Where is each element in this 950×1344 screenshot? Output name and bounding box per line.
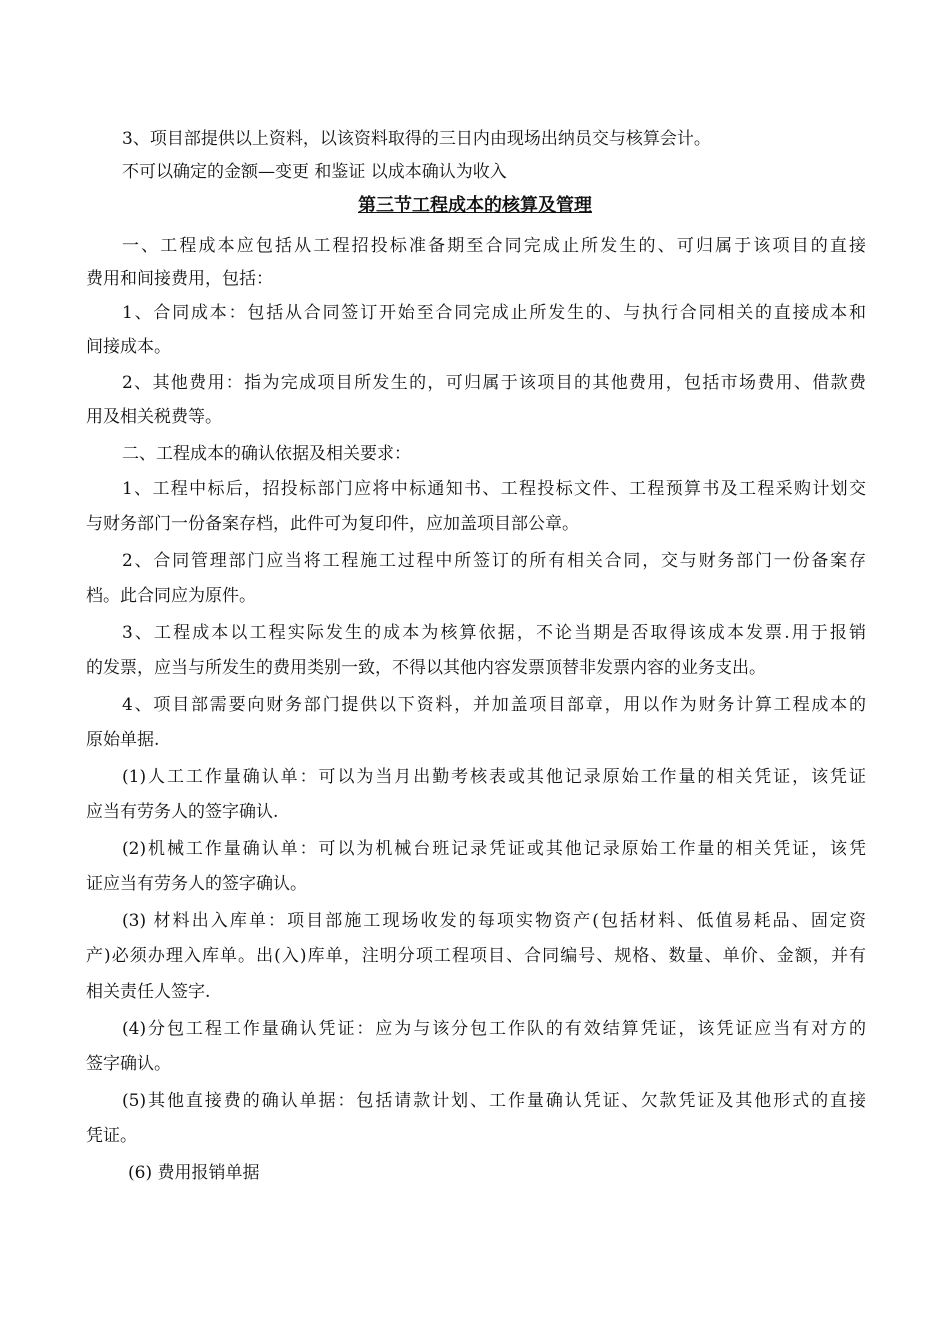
list-item-labor-line2: 应当有劳务人的签字确认. [86,802,279,822]
paragraph-basis-heading: 二、工程成本的确认依据及相关要求： [122,444,411,464]
paragraph-bid-docs-line1: 1、工程中标后，招投标部门应将中标通知书、工程投标文件、工程预算书及工程采购计划交 [122,479,866,499]
paragraph-revenue-note: 不可以确定的金额—变更 和鉴证 以成本确认为收入 [122,162,507,182]
list-item-direct-costs-line2: 凭证。 [86,1126,137,1146]
list-item-materials-line1: (3) 材料出入库单：项目部施工现场收发的每项实物资产(包括材料、低值易耗品、固定资 [122,911,866,931]
list-item-labor-line1: (1)人工工作量确认单：可以为当月出勤考核表或其他记录原始工作量的相关凭证，该凭证 [122,767,866,787]
paragraph-other-expenses-line1: 2、其他费用：指为完成项目所发生的，可归属于该项目的其他费用，包括市场费用、借款费 [122,373,866,393]
paragraph-project-materials-line1: 4、项目部需要向财务部门提供以下资料，并加盖项目部章，用以作为财务计算工程成本的 [122,695,866,715]
list-item-machinery-line1: (2)机械工作量确认单：可以为机械台班记录凭证或其他记录原始工作量的相关凭证，该凭 [122,839,866,859]
list-item-expense-reimbursement: (6) 费用报销单据 [128,1163,260,1183]
list-item-materials-line2: 产)必须办理入库单。出(入)库单，注明分项工程项目、合同编号、规格、数量、单价、金额，并有 [86,946,866,966]
list-item-machinery-line2: 证应当有劳务人的签字确认。 [86,874,307,894]
paragraph-bid-docs-line2: 与财务部门一份备案存档，此件可为复印件，应加盖项目部公章。 [86,514,579,534]
paragraph-contract-mgmt-line2: 档。此合同应为原件。 [86,586,256,606]
paragraph-cost-scope-line2: 费用和间接费用，包括： [86,269,273,289]
paragraph-item-3: 3、项目部提供以上资料，以该资料取得的三日内由现场出纳员交与核算会计。 [122,129,711,149]
paragraph-project-materials-line2: 原始单据. [86,730,160,750]
paragraph-contract-cost-line1: 1、合同成本：包括从合同签订开始至合同完成止所发生的、与执行合同相关的直接成本和 [122,303,866,323]
paragraph-cost-scope-line1: 一、工程成本应包括从工程招投标准备期至合同完成止所发生的、可归属于该项目的直接 [122,236,866,256]
paragraph-contract-cost-line2: 间接成本。 [86,337,171,357]
list-item-direct-costs-line1: (5)其他直接费的确认单据：包括请款计划、工作量确认凭证、欠款凭证及其他形式的直接 [122,1091,866,1111]
paragraph-actual-cost-line2: 的发票，应当与所发生的费用类别一致，不得以其他内容发票顶替非发票内容的业务支出。 [86,658,766,678]
paragraph-contract-mgmt-line1: 2、合同管理部门应当将工程施工过程中所签订的所有相关合同，交与财务部门一份备案存 [122,551,866,571]
list-item-subcontract-line2: 签字确认。 [86,1054,171,1074]
section-title: 第三节工程成本的核算及管理 [358,195,592,216]
paragraph-actual-cost-line1: 3、工程成本以工程实际发生的成本为核算依据，不论当期是否取得该成本发票.用于报销 [122,623,866,643]
paragraph-other-expenses-line2: 用及相关税费等。 [86,407,222,427]
list-item-subcontract-line1: (4)分包工程工作量确认凭证：应为与该分包工作队的有效结算凭证，该凭证应当有对方的 [122,1019,866,1039]
list-item-materials-line3: 相关责任人签字. [86,982,211,1002]
